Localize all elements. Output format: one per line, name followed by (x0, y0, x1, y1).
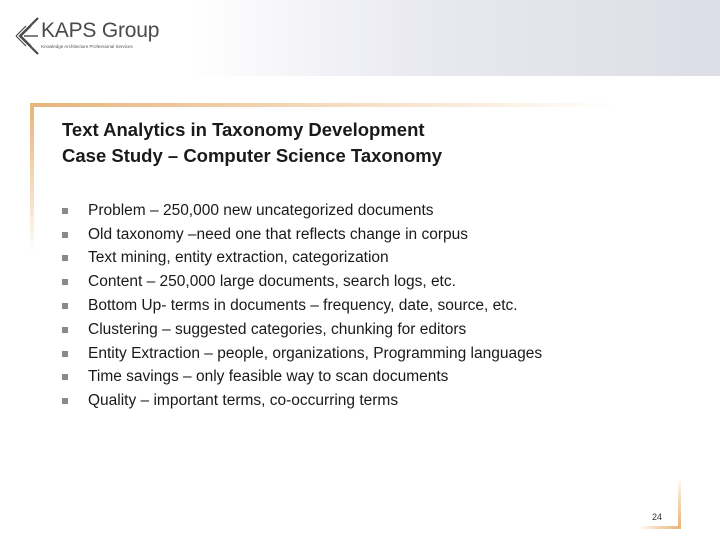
bullet-text: Time savings – only feasible way to scan documents (88, 368, 449, 386)
bullet-item (62, 294, 682, 318)
bullet-text: Content – 250,000 large documents, search logs, etc. (88, 273, 456, 291)
bullet-item (62, 270, 682, 294)
slide-title (62, 117, 682, 169)
bullet-text: Problem – 250,000 new uncategorized documents (88, 201, 434, 219)
kaps-logo (14, 16, 159, 56)
frame-top-rule (30, 103, 720, 107)
title-line-2: Case Study – Computer Science Taxonomy (62, 145, 443, 166)
bullet-text: Old taxonomy –need one that reflects change in corpus (88, 225, 468, 243)
bullet-text: Clustering – suggested categories, chunking for editors (88, 320, 467, 338)
bullet-square-icon (62, 327, 68, 333)
bullet-text: Quality – important terms, co-occurring terms (88, 392, 399, 410)
bullet-square-icon (62, 255, 68, 261)
kaps-logo-mark-icon (14, 16, 40, 56)
title-line-1: Text Analytics in Taxonomy Development (62, 119, 425, 140)
bullet-square-icon (62, 398, 68, 404)
bullet-item (62, 247, 682, 271)
bullet-square-icon (62, 279, 68, 285)
page-number: 24 (652, 512, 663, 522)
bullet-square-icon (62, 351, 68, 357)
corner-horizontal-rule (638, 526, 681, 529)
bullet-item (62, 199, 682, 223)
bullet-text: Bottom Up- terms in documents – frequency, date, source, etc. (88, 297, 518, 315)
bullet-item (62, 318, 682, 342)
logo-tagline: Knowledge Architecture Professional Services (41, 44, 133, 49)
bullet-square-icon (62, 374, 68, 380)
bullet-item (62, 366, 682, 390)
bullet-square-icon (62, 208, 68, 214)
bullet-text: Text mining, entity extraction, categorization (88, 249, 389, 267)
logo-name: KAPS Group (41, 19, 160, 42)
bullet-list (62, 199, 682, 413)
logo-text (41, 16, 159, 49)
bullet-square-icon (62, 232, 68, 238)
corner-vertical-rule (678, 478, 681, 528)
bullet-item (62, 389, 682, 413)
frame-left-rule (30, 103, 34, 253)
bullet-item (62, 223, 682, 247)
bullet-text: Entity Extraction – people, organizations, Programming languages (88, 344, 543, 362)
bullet-item (62, 342, 682, 366)
bullet-square-icon (62, 303, 68, 309)
